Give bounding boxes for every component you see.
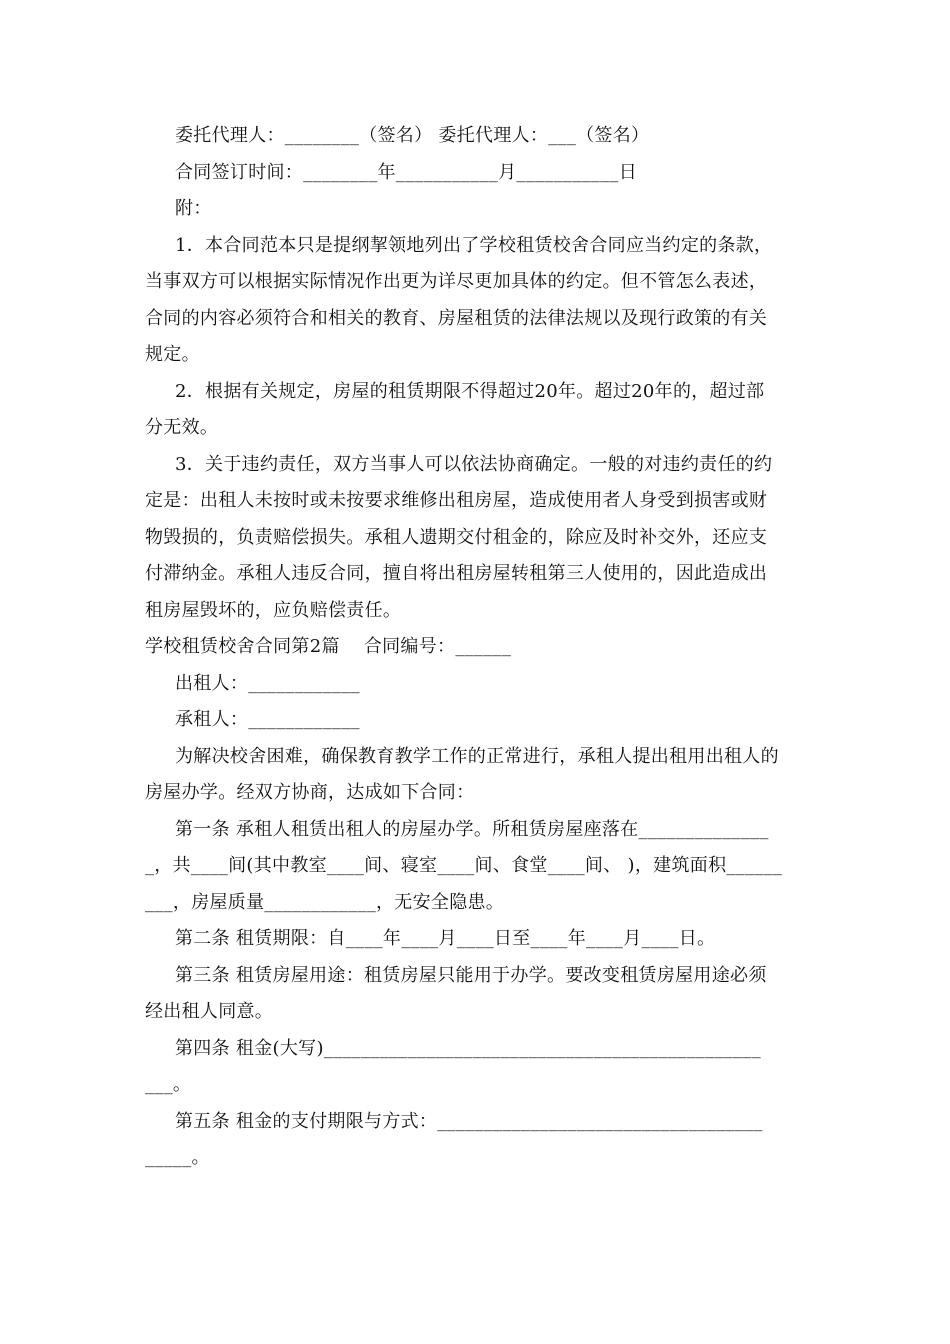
text-line: 3．关于违约责任，双方当事人可以依法协商确定。一般的对违约责任的约: [175, 453, 773, 475]
text-line: 物毁损的，负责赔偿损失。承租人遗期交付租金的，除应及时补交外，还应支: [145, 526, 768, 548]
text-line: 定是：出租人未按时或未按要求维修出租房屋，造成使用者人身受到损害或财: [145, 490, 768, 511]
text-line: 第二条 租赁期限：自____年____月____日至____年____月____日。: [175, 928, 716, 949]
text-line: 承租人：____________: [175, 709, 360, 730]
text-line: 出租人：____________: [175, 672, 360, 694]
text-line: 1．本合同范本只是提纲挈领地列出了学校租赁校舍合同应当约定的条款，: [175, 234, 773, 256]
document-body: [145, 118, 810, 1177]
text-line: 第四条 租金(大写)_______________________________________________: [175, 1037, 761, 1059]
text-line: _，共____间(其中教室____间、寝室____间、食堂____间、 )，建筑面积______: [145, 855, 783, 876]
text-line: 付滞纳金。承租人违反合同，擅自将出租房屋转租第三人使用的，因此造成出: [145, 563, 768, 584]
section-heading: 学校租赁校舍合同第2篇 合同编号：______: [145, 636, 512, 657]
text-line: 为解决校舍困难，确保教育教学工作的正常进行，承租人提出租用出租人的: [175, 745, 779, 767]
text-line: 第一条 承租人租赁出租人的房屋办学。所租赁房屋座落在______________: [175, 818, 769, 840]
text-line: 当事双方可以根据实际情况作出更为详尽更加具体的约定。但不管怎么表述，: [145, 271, 768, 292]
text-line: 委托代理人：________（签名） 委托代理人：___（签名）: [175, 125, 650, 146]
text-line: 合同的内容必须符合和相关的教育、房屋租赁的法律法规以及现行政策的有关: [145, 307, 768, 329]
text-line: 经出租人同意。: [145, 1001, 274, 1022]
text-line: ___，房屋质量____________，无安全隐患。: [145, 891, 505, 913]
text-line: 房屋办学。经双方协商，达成如下合同：: [145, 782, 475, 803]
text-line: 附：: [175, 198, 212, 219]
text-line: 分无效。: [145, 417, 219, 438]
text-line: 规定。: [145, 344, 200, 365]
text-line: 2．根据有关规定，房屋的租赁期限不得超过20年。超过20年的，超过部: [175, 380, 765, 402]
text-line: 租房屋毁坏的，应负赔偿责任。: [145, 599, 402, 621]
text-line: ___。: [145, 1074, 192, 1095]
text-line: 第五条 租金的支付期限与方式：___________________________________: [175, 1110, 763, 1132]
text-line: 合同签订时间：________年___________月___________日: [175, 161, 637, 183]
text-line: 第三条 租赁房屋用途：租赁房屋只能用于办学。要改变租赁房屋用途必须: [175, 964, 767, 986]
text-line: _____。: [145, 1147, 210, 1168]
